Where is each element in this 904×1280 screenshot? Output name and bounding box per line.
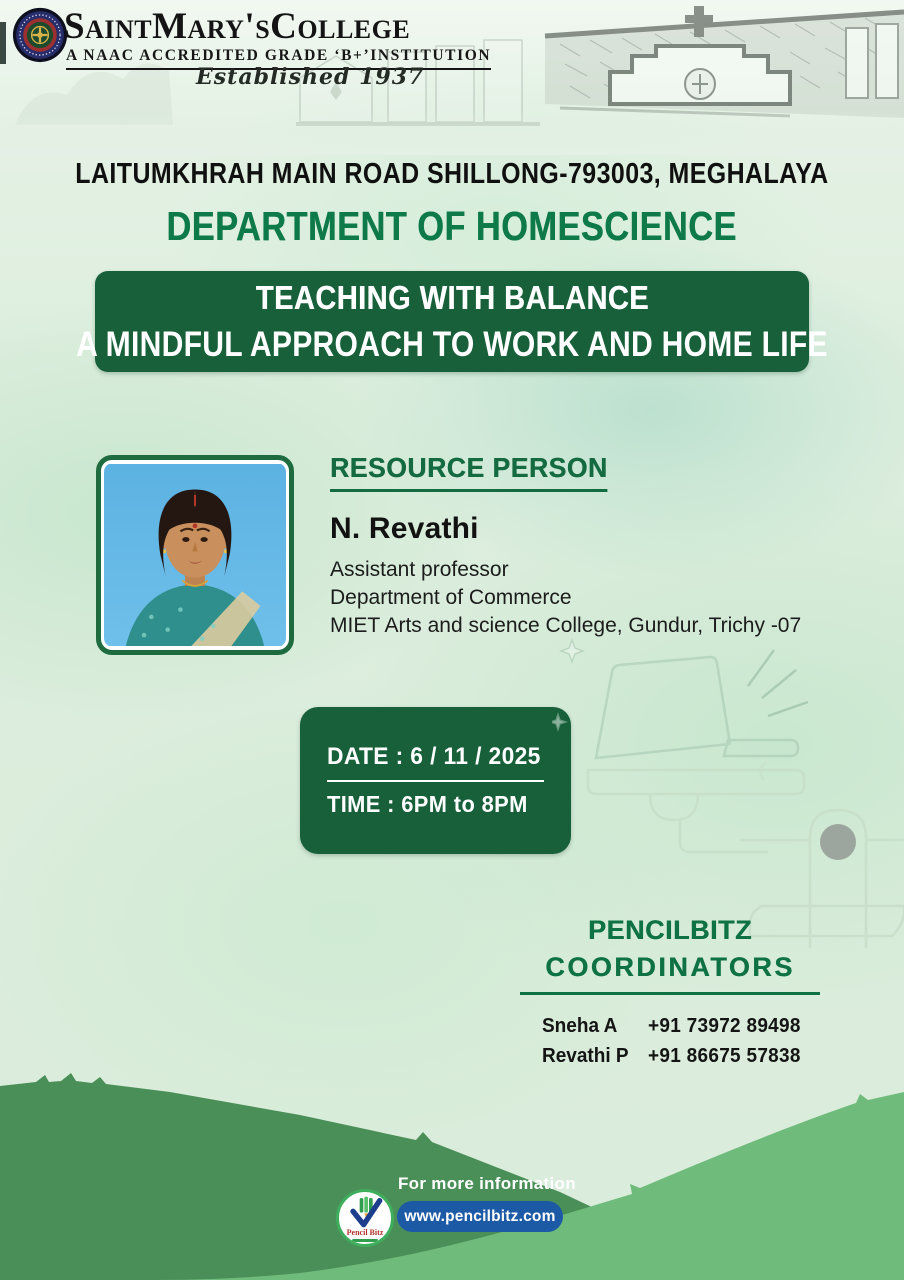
event-time: TIME : 6PM to 8PM — [327, 791, 528, 818]
coordinators-heading: COORDINATORS — [545, 952, 795, 982]
schedule-divider — [327, 780, 544, 783]
event-subtitle: A MINDFUL APPROACH TO WORK AND HOME LIFE — [76, 324, 828, 364]
department-row — [0, 203, 904, 250]
resource-person-name: N. Revathi — [330, 512, 479, 545]
coordinator-name: Revathi P — [542, 1045, 629, 1067]
college-address: LAITUMKHRAH MAIN ROAD SHILLONG-793003, MEGHALAYA — [75, 158, 829, 190]
department-title: DEPARTMENT OF HOMESCIENCE — [166, 203, 738, 249]
header-edge-mark — [0, 22, 6, 64]
header-fade — [0, 110, 904, 155]
coordinator-name: Sneha A — [542, 1015, 618, 1037]
website-link[interactable] — [397, 1201, 563, 1232]
laptop-desk-line-art — [552, 628, 904, 948]
coordinators-heading-brand: PENCILBITZ — [588, 915, 752, 945]
website-url: www.pencilbitz.com — [404, 1207, 556, 1225]
coordinator-phone: +91 73972 89498 — [648, 1015, 801, 1037]
college-established: Established 1937 — [196, 64, 425, 90]
event-date: DATE : 6 / 11 / 2025 — [327, 742, 541, 770]
resource-person-block — [330, 452, 830, 640]
resource-person-designation: Assistant professor — [330, 558, 509, 581]
portrait-illustration — [104, 463, 286, 647]
college-seal-icon — [12, 7, 68, 63]
coordinators-underline — [520, 992, 820, 995]
header-band — [0, 0, 904, 152]
hills-illustration — [0, 1030, 904, 1280]
schedule-box — [300, 707, 571, 854]
address-row — [0, 158, 904, 191]
coordinator-phone: +91 86675 57838 — [648, 1045, 801, 1067]
pencilbitz-logo-text: Pencil Bitz — [346, 1228, 384, 1237]
pencilbitz-logo-tagline — [352, 1239, 378, 1242]
pencilbitz-logo — [336, 1189, 394, 1247]
event-title: TEACHING WITH BALANCE — [255, 278, 649, 316]
pencil-checkmark-logo-icon — [345, 1195, 385, 1229]
chair-knob-dot — [820, 824, 856, 860]
resource-person-photo — [96, 455, 294, 655]
footer-info-label: For more information — [398, 1174, 576, 1193]
resource-person-institution: MIET Arts and science College, Gundur, Trichy -07 — [330, 614, 802, 637]
college-name: SaintMary'sCollege — [64, 6, 411, 47]
event-title-banner — [76, 271, 828, 372]
resource-person-department: Department of Commerce — [330, 586, 572, 609]
resource-person-heading: RESOURCE PERSON — [330, 452, 608, 492]
college-accreditation: A NAAC ACCREDITED GRADE ‘B+’INSTITUTION — [66, 47, 491, 70]
